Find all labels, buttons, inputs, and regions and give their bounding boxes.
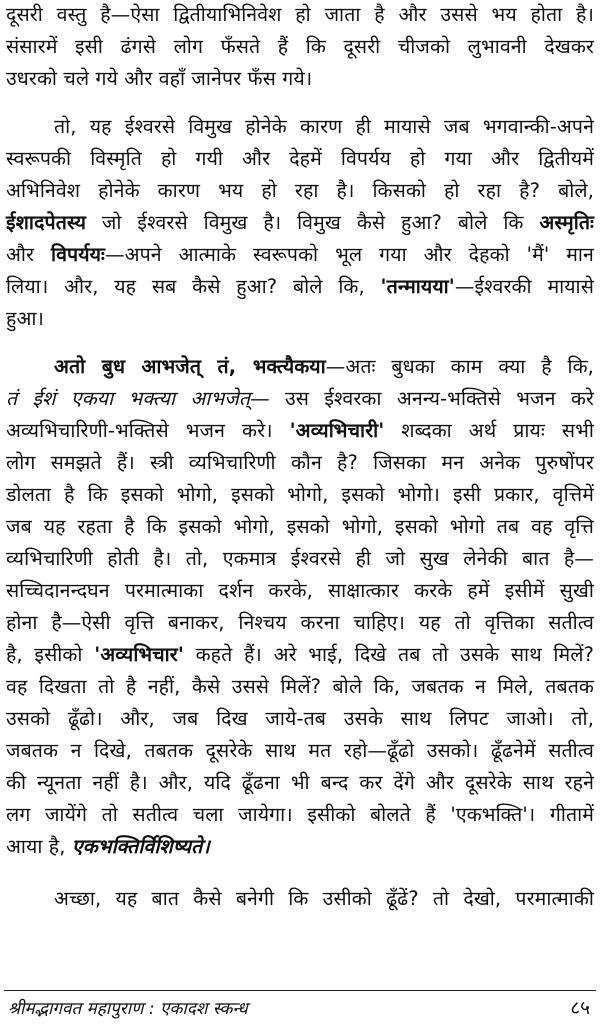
sanskrit-term: ईशादपेतस्य bbox=[6, 211, 87, 234]
text-line: की न्यूनता नहीं है। और, यदि ढूँढना भी बन्द कर देंगे और दूसरेके साथ रहने bbox=[6, 771, 594, 794]
text-line: वह दिखता तो है नहीं, कैसे उससे मिलें? बोले कि, जबतक न मिले, तबतक bbox=[6, 675, 594, 698]
sanskrit-term: 'अव्यभिचार' bbox=[94, 643, 184, 666]
text-line: स्वरूपकी विस्मृति हो गयी और देहमें विपर्यय हो गया और द्वितीयमें bbox=[6, 147, 594, 170]
page-number: ८५ bbox=[570, 997, 590, 1019]
text-line: सच्चिदानन्दघन परमात्माका दर्शन करके, साक्षात्कार करके हमें इसीमें सुखी bbox=[6, 579, 594, 602]
text-run: — उस ईश्वरका अनन्य-भक्तिसे भजन करे bbox=[250, 387, 594, 410]
text-run: है, इसीको bbox=[6, 643, 95, 666]
text-run: —ईश्वरकी मायासे bbox=[454, 275, 594, 298]
footer-divider bbox=[4, 990, 596, 991]
text-line bbox=[6, 240, 594, 270]
text-line: जबतक न दिखे, तबतक दूसरेके साथ मत रहो—ढूँढो उसको। ढूँढनेमें सतीत्व bbox=[6, 739, 594, 762]
text-line: उधरको चले गये और वहाँ जानेपर फँस गये। bbox=[6, 67, 313, 90]
text-run: शब्दका अर्थ प्रायः सभी bbox=[384, 419, 594, 442]
text-line bbox=[6, 640, 594, 670]
verse-quote: तं ईशं एकया भक्त्या आभजेत् bbox=[6, 387, 251, 410]
text-line: जब यह रहता है कि इसको भोगो, इसको भोगो, इसको भोगो तब वह वृत्ति bbox=[6, 515, 594, 538]
text-run: —अतः बुधका काम क्या है कि, bbox=[325, 355, 594, 378]
text-line: संसारमें इसी ढंगसे लोग फँसते हैं कि दूसरी चीजको लुभावनी देखकर bbox=[6, 35, 594, 58]
text-line: लोग समझते हैं। स्त्री व्यभिचारिणी कौन है? जिसका मन अनेक पुरुषोंपर bbox=[6, 451, 594, 474]
sanskrit-term: विपर्ययः bbox=[51, 243, 105, 266]
footer-book-title: श्रीमद्भागवत महापुराण : एकादश स्कन्ध bbox=[8, 999, 248, 1019]
verse-quote: अतो बुध आभजेत् तं, भक्त्यैकया bbox=[54, 355, 326, 378]
text-run: —अपने आत्माके स्वरूपको भूल गया और देहको 'मैं' मान bbox=[104, 243, 594, 266]
text-run: अव्यभिचारिणी-भक्तिसे भजन करे। bbox=[6, 419, 290, 442]
sanskrit-term: अस्मृतिः bbox=[539, 211, 594, 234]
text-run: आया है, bbox=[6, 835, 72, 858]
sanskrit-term: 'अव्यभिचारी' bbox=[289, 419, 385, 442]
text-line bbox=[6, 272, 594, 302]
text-line: दूसरी वस्तु है—ऐसा द्वितीयाभिनिवेश हो जाता है और उससे भय होता है। bbox=[6, 3, 594, 26]
text-line: उसको ढूँढो। और, जब दिख जाये-तब उसके साथ लिपट जाओ। तो, bbox=[6, 707, 594, 730]
paragraph-start: अच्छा, यह बात कैसे बनेगी कि उसीको ढूँढें? तो देखो, परमात्माकी bbox=[54, 887, 594, 910]
text-line bbox=[6, 208, 594, 238]
page-footer bbox=[0, 990, 600, 1024]
text-run: जो ईश्वरसे विमुख है। विमुख कैसे हुआ? बोले कि bbox=[86, 211, 540, 234]
paragraph-start bbox=[54, 352, 594, 382]
text-run: कहते हैं। अरे भाई, दिखे तब तो उसके साथ मिलें? bbox=[183, 643, 594, 666]
text-line bbox=[6, 832, 594, 862]
text-line: होना है—ऐसी वृत्ति बनाकर, निश्चय करना चाहिए। यह तो वृत्तिका सतीत्व bbox=[6, 611, 594, 634]
text-line: डोलता है कि इसको भोगो, इसको भोगो, इसको भोगो। इसी प्रकार, वृत्तिमें bbox=[6, 483, 594, 506]
verse-quote: एकभक्तिर्विशिष्यते। bbox=[71, 835, 210, 858]
paragraph-start: तो, यह ईश्वरसे विमुख होनेके कारण ही मायासे जब भगवान्की-अपने bbox=[54, 115, 594, 138]
text-line bbox=[6, 416, 594, 446]
text-line: हुआ। bbox=[6, 307, 44, 330]
text-line: अभिनिवेश होनेके कारण भय हो रहा है। किसको हो रहा है? बोले, bbox=[6, 179, 594, 202]
text-line: लग जायेंगे तो सतीत्व चला जायेगा। इसीको बोलते हैं 'एकभक्ति'। गीतामें bbox=[6, 803, 594, 826]
text-run: लिया। और, यह सब कैसे हुआ? बोले कि, bbox=[6, 275, 381, 298]
text-line bbox=[6, 384, 594, 414]
text-line: व्यभिचारिणी होती है। तो, एकमात्र ईश्वरसे ही जो सुख लेनेकी बात है— bbox=[6, 547, 594, 570]
text-run: और bbox=[6, 243, 52, 266]
sanskrit-term: 'तन्मायया' bbox=[380, 275, 455, 298]
